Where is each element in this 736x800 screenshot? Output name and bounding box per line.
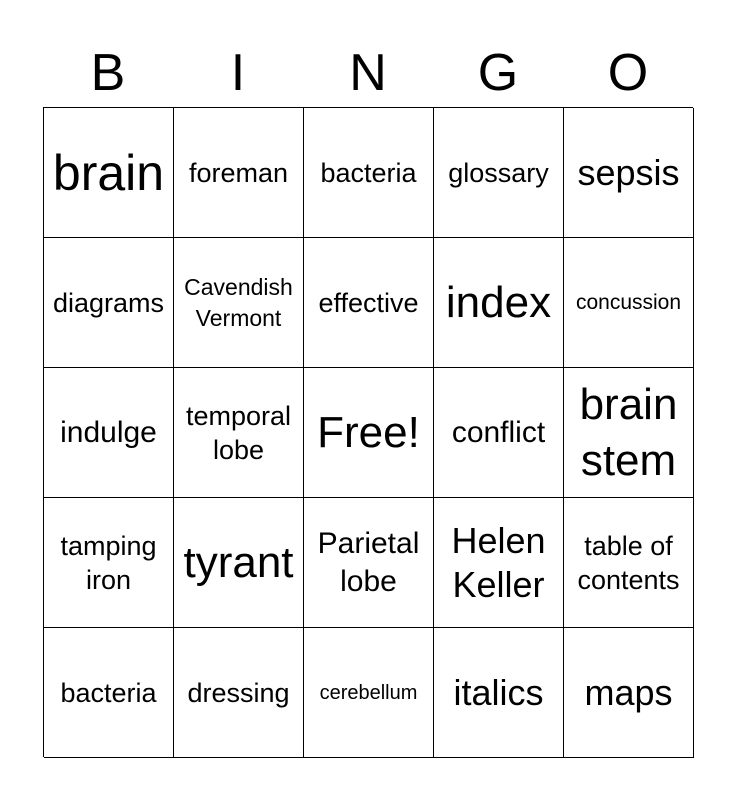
bingo-cell[interactable] xyxy=(44,498,174,628)
bingo-cell[interactable] xyxy=(304,238,434,368)
bingo-cell[interactable] xyxy=(434,498,564,628)
bingo-cell[interactable] xyxy=(564,368,694,498)
bingo-cell[interactable] xyxy=(174,628,304,758)
cell-label: dressing xyxy=(187,677,290,708)
cell-label: table of contents xyxy=(577,530,680,595)
cell-label: Free! xyxy=(317,407,420,457)
cell-label: brain stem xyxy=(579,379,678,485)
cell-label: indulge xyxy=(60,415,157,449)
cell-label: tyrant xyxy=(183,537,294,587)
bingo-cell[interactable] xyxy=(564,628,694,758)
bingo-cell[interactable] xyxy=(434,368,564,498)
bingo-cell[interactable] xyxy=(174,498,304,628)
bingo-cell[interactable] xyxy=(44,108,174,238)
cell-label: temporal lobe xyxy=(185,400,292,465)
cell-label: effective xyxy=(318,287,419,318)
bingo-cell[interactable] xyxy=(304,108,434,238)
bingo-cell[interactable] xyxy=(434,628,564,758)
bingo-cell[interactable] xyxy=(564,108,694,238)
bingo-cell[interactable] xyxy=(434,238,564,368)
header-letter-b: B xyxy=(90,44,126,102)
bingo-cell[interactable] xyxy=(304,368,434,498)
cell-label: Parietal lobe xyxy=(317,526,420,598)
bingo-cell[interactable] xyxy=(174,238,304,368)
header-letter-o: O xyxy=(607,44,649,102)
header-letter-g: G xyxy=(477,44,519,102)
bingo-cell[interactable] xyxy=(304,628,434,758)
cell-label: diagrams xyxy=(52,287,165,318)
cell-label: bacteria xyxy=(320,157,417,188)
cell-label: glossary xyxy=(448,157,549,188)
cell-label: bacteria xyxy=(60,677,157,708)
bingo-cell[interactable] xyxy=(44,238,174,368)
header-letter-n: N xyxy=(349,44,387,102)
cell-label: maps xyxy=(584,671,673,713)
cell-label: cerebellum xyxy=(319,681,418,704)
cell-label: brain xyxy=(52,144,165,201)
cell-label: italics xyxy=(453,671,544,713)
bingo-cell[interactable] xyxy=(174,108,304,238)
cell-label: tamping iron xyxy=(60,530,157,595)
bingo-cell[interactable] xyxy=(564,238,694,368)
cell-label: Helen Keller xyxy=(451,519,546,605)
cell-label: sepsis xyxy=(577,151,680,193)
bingo-cell[interactable] xyxy=(174,368,304,498)
cell-label: conflict xyxy=(451,415,546,449)
cell-label: index xyxy=(445,277,552,327)
cell-label: foreman xyxy=(188,157,289,188)
cell-label: Cavendish Vermont xyxy=(184,273,293,331)
bingo-cell[interactable] xyxy=(434,108,564,238)
bingo-grid xyxy=(43,107,693,757)
header-letter-i: I xyxy=(230,44,246,102)
bingo-header xyxy=(43,40,693,106)
bingo-cell[interactable] xyxy=(44,368,174,498)
bingo-cell[interactable] xyxy=(44,628,174,758)
bingo-cell[interactable] xyxy=(304,498,434,628)
cell-label: concussion xyxy=(575,291,682,314)
bingo-cell[interactable] xyxy=(564,498,694,628)
